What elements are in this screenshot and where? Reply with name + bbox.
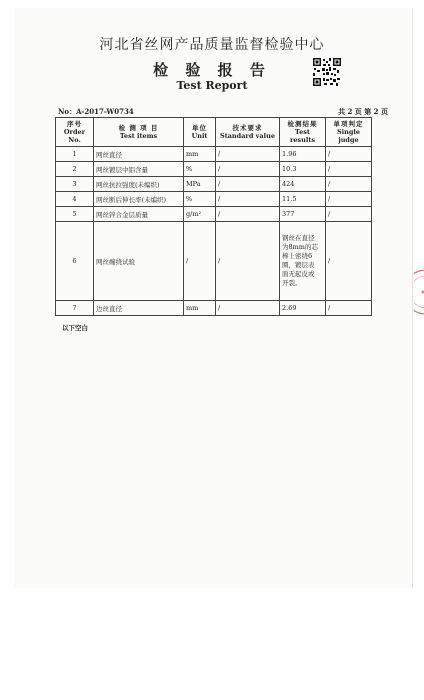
cell-order: 7 bbox=[56, 301, 94, 316]
cell-result: 377 bbox=[280, 207, 326, 222]
cell-order: 4 bbox=[56, 192, 94, 207]
institution-name: 河北省丝网产品质量监督检验中心 bbox=[99, 37, 325, 53]
cell-judge: / bbox=[326, 207, 372, 222]
table-row bbox=[56, 301, 372, 316]
page-indicator: 共 2 页 第 2 页 bbox=[338, 107, 388, 116]
cell-result: 1.96 bbox=[280, 147, 326, 162]
qr-code-icon bbox=[312, 57, 342, 87]
cell-order: 6 bbox=[56, 222, 94, 301]
cell-unit: mm bbox=[184, 147, 216, 162]
cell-order: 5 bbox=[56, 207, 94, 222]
cell-unit: % bbox=[184, 192, 216, 207]
cell-standard: / bbox=[216, 177, 280, 192]
cell-standard: / bbox=[216, 162, 280, 177]
cell-result: 钢丝在直径 为8mm的芯 棒上密绕6 圈，镀层表 面无起皮或 开裂。 bbox=[280, 222, 326, 301]
page-margin bbox=[0, 588, 424, 700]
cell-item: 网丝缠绕试验 bbox=[94, 222, 184, 301]
cell-item: 网丝断后伸长率(未编织) bbox=[94, 192, 184, 207]
cell-result: 424 bbox=[280, 177, 326, 192]
column-header-standard: 技术要求 Standard value bbox=[216, 118, 280, 147]
column-header-items: 检 测 项 目 Test items bbox=[94, 118, 184, 147]
cell-standard: / bbox=[216, 192, 280, 207]
cell-unit: mm bbox=[184, 301, 216, 316]
blank-below-note: 以下空白 bbox=[62, 324, 88, 332]
table-row bbox=[56, 177, 372, 192]
cell-item: 网丝直径 bbox=[94, 147, 184, 162]
cell-unit: / bbox=[184, 222, 216, 301]
cell-judge: / bbox=[326, 301, 372, 316]
cell-judge: / bbox=[326, 147, 372, 162]
cell-result: 10.3 bbox=[280, 162, 326, 177]
cell-result: 2.69 bbox=[280, 301, 326, 316]
cell-unit: MPa bbox=[184, 177, 216, 192]
cell-standard: / bbox=[216, 301, 280, 316]
cell-unit: g/m² bbox=[184, 207, 216, 222]
column-header-judge: 单项判定 Single judge bbox=[326, 118, 372, 147]
cell-judge: / bbox=[326, 192, 372, 207]
seal-stamp-icon bbox=[414, 268, 424, 316]
column-header-results: 检测结果 Test results bbox=[280, 118, 326, 147]
column-header-unit: 单位 Unit bbox=[184, 118, 216, 147]
table-row bbox=[56, 207, 372, 222]
table-row bbox=[56, 222, 372, 301]
cell-item: 网丝镀层中铝含量 bbox=[94, 162, 184, 177]
cell-judge: / bbox=[326, 162, 372, 177]
table-header-row bbox=[56, 118, 372, 147]
column-header-order: 序号 Order No. bbox=[56, 118, 94, 147]
table-row bbox=[56, 192, 372, 207]
cell-item: 边丝直径 bbox=[94, 301, 184, 316]
cell-item: 网丝抗拉强度(未编织) bbox=[94, 177, 184, 192]
cell-judge: / bbox=[326, 222, 372, 301]
cell-standard: / bbox=[216, 147, 280, 162]
table-row bbox=[56, 147, 372, 162]
cell-standard: / bbox=[216, 207, 280, 222]
cell-item: 网丝锌合金层质量 bbox=[94, 207, 184, 222]
cell-order: 3 bbox=[56, 177, 94, 192]
report-title-cn: 检 验 报 告 bbox=[153, 61, 271, 79]
cell-order: 1 bbox=[56, 147, 94, 162]
report-number: No：A-2017-W0734 bbox=[58, 107, 134, 116]
cell-judge: / bbox=[326, 177, 372, 192]
report-title-en: Test Report bbox=[176, 79, 248, 92]
cell-unit: % bbox=[184, 162, 216, 177]
cell-order: 2 bbox=[56, 162, 94, 177]
table-row bbox=[56, 162, 372, 177]
test-results-table bbox=[55, 117, 372, 316]
cell-standard: / bbox=[216, 222, 280, 301]
cell-result: 11.5 bbox=[280, 192, 326, 207]
